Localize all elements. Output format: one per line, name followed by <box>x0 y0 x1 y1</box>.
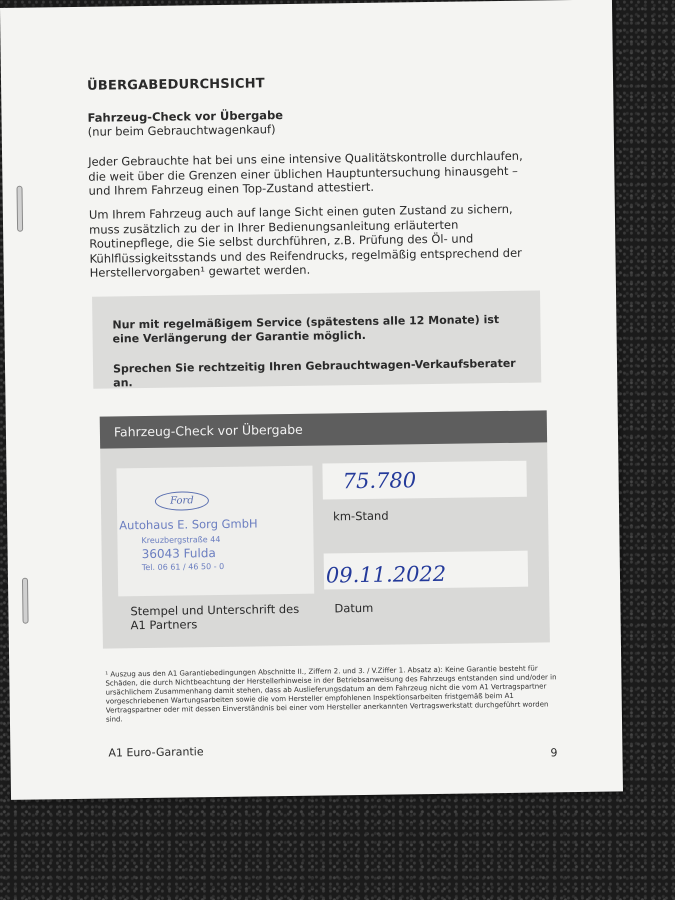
brand-footer: A1 Euro-Garantie <box>108 745 204 760</box>
stamp-street: Kreuzbergstraße 44 <box>141 534 221 546</box>
km-value-handwritten: 75.780 <box>342 468 417 494</box>
stamp-company: Autohaus E. Sorg GmbH <box>119 516 258 533</box>
service-notice-box <box>92 290 541 388</box>
km-label: km-Stand <box>333 508 389 524</box>
page-number: 9 <box>550 746 558 760</box>
staple <box>16 186 23 232</box>
section-subheading: Fahrzeug-Check vor Übergabe <box>87 108 284 125</box>
stamp-city: 36043 Fulda <box>141 546 216 562</box>
service-notice-text: Nur mit regelmäßigem Service (spätestens alle 12 Monate) ist eine Verlängerung der Garantie möglich. <box>112 313 500 346</box>
section-subnote: (nur beim Gebrauchtwagenkauf) <box>87 122 276 139</box>
km-field[interactable] <box>322 461 526 500</box>
footnote: ¹ Auszug aus den A1 Garantiebedingungen Abschnitte II., Ziffern 2. und 3. / V.Ziffer 1. Absatz a): Keine Garantie besteht für Schäden, die durch Nichtbeachtung der Herstellerhinweise in der Betriebsanweisung des Fahrzeugs entstanden sind und/oder in ursächlichem Zusammenhang damit stehen, dass ab Auslieferungsdatum an dem Fahrzeug nicht die vom A1 Vertragspartner vorgeschriebenen Wartungsarbeiten sowie die vom Hersteller empfohlenen Inspektionsarbeiten fristgemäß beim A1 Vertragspartner oder mit dessen Einverständnis bei einer vom Hersteller anerkannten Vertragswerkstatt durchgeführt worden sind. <box>105 664 557 724</box>
ford-logo-stamp: Ford <box>155 491 209 511</box>
date-label: Datum <box>334 600 374 616</box>
stamp-label: Stempel und Unterschrift des A1 Partners <box>130 601 300 633</box>
date-field[interactable] <box>324 551 528 590</box>
staple <box>22 578 29 624</box>
check-form-title: Fahrzeug-Check vor Übergabe <box>113 421 303 440</box>
page-heading: ÜBERGABEDURCHSICHT <box>86 76 265 94</box>
contact-notice-text: Sprechen Sie rechtzeitig Ihren Gebrauchtwagen-Verkaufsberater an. <box>112 356 516 390</box>
check-form-header <box>100 410 547 448</box>
date-value-handwritten: 09.11.2022 <box>325 561 447 588</box>
vehicle-check-form <box>100 410 550 648</box>
maintenance-paragraph: Um Ihrem Fahrzeug auch auf lange Sicht einen guten Zustand zu sichern, muss zusätzlich zu der in Ihrer Bedienungsanleitung erläuterten Routinepflege, die Sie selbst durchführen, z.B. Prüfung des Öl- und Kühlflüssigkeitsstands und des Reifendrucks, regelmäßig entsprechend der Herstellervorgaben¹ gewartet werden. <box>88 201 522 280</box>
stamp-phone: Tel. 06 61 / 46 50 - 0 <box>141 561 225 573</box>
stamp-field <box>116 466 314 597</box>
intro-paragraph: Jeder Gebrauchte hat bei uns eine intensive Qualitätskontrolle durchlaufen, die weit über die Grenzen einer üblichen Hauptuntersuchung hinausgeht – und Ihrem Fahrzeug einen Top-Zustand attestiert. <box>88 148 523 198</box>
